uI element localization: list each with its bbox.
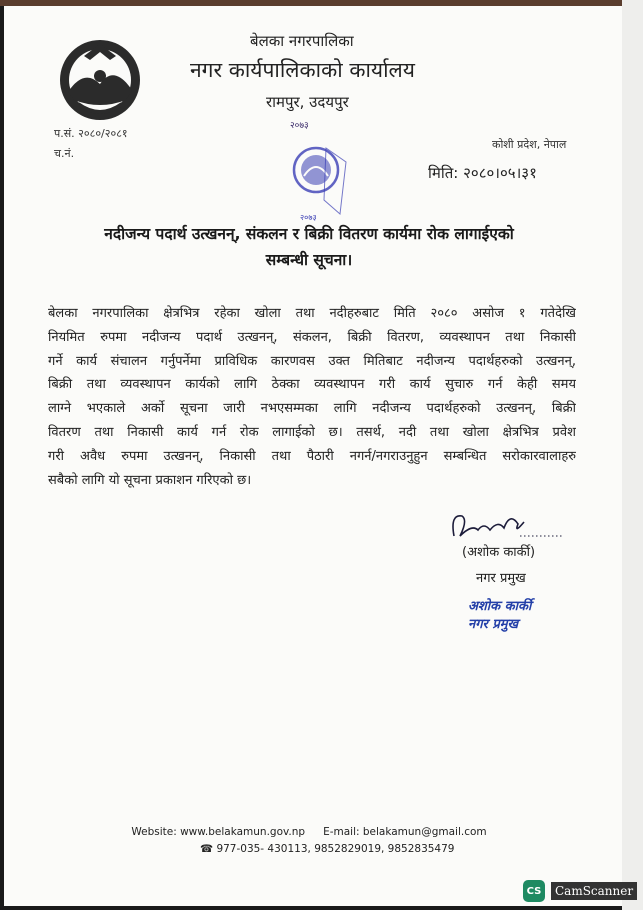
body-line: बेलका नगरपालिका क्षेत्रभित्र रहेका खोला तथा नदीहरुबाट मिति २०८० असोज १ गतेदेखि: [48, 306, 576, 321]
municipality-name: बेलका नगरपालिका: [250, 32, 354, 50]
reference-number: प.सं. २०८०/२०८१: [54, 127, 128, 140]
signatory-title: नगर प्रमुख: [476, 571, 526, 586]
footer-phone: [200, 843, 454, 855]
government-emblem-icon: [54, 34, 146, 126]
official-stamp: [276, 118, 366, 228]
camscanner-label: CamScanner: [551, 882, 637, 900]
signatory-name: (अशोक कार्की): [462, 545, 536, 560]
dispatch-number: च.नं.: [54, 147, 75, 160]
handwritten-signature: [448, 506, 568, 546]
office-name: नगर कार्यपालिकाको कार्यालय: [190, 58, 415, 82]
notice-title-line-1: नदीजन्य पदार्थ उत्खनन्, संकलन र बिक्री वितरण कार्यमा रोक लागाईएको: [104, 225, 514, 243]
province-name: कोशी प्रदेश, नेपाल: [492, 138, 567, 151]
right-edge: [622, 0, 643, 910]
stamp-top-number: २०७३: [290, 121, 309, 131]
body-line: नियमित रुपमा नदीजन्य पदार्थ उत्खनन्, संकलन, बिक्री वितरण, व्यवस्थापन तथा निकासी: [48, 329, 576, 345]
notice-title-line-2: सम्बन्धी सूचना।: [265, 251, 353, 269]
notice-body: [48, 302, 576, 492]
body-line: बिक्री तथा व्यवस्थापन कार्यको लागि ठेक्का व्यवस्थापन गरी कार्य सुचारु गर्न केही समय: [48, 377, 576, 393]
stamp-bottom-number: २०७३: [300, 213, 317, 222]
seal-name: अशोक कार्की: [468, 599, 532, 614]
phone-numbers: 977-035- 430113, 9852829019, 9852835479: [216, 843, 455, 855]
document-date: मिति: २०८०।०५।३१: [428, 164, 537, 182]
body-line: गर्ने कार्य संचालन गर्नुपर्नेमा प्राविधिक कारणवस उक्त मितिबाट नदीजन्य पदार्थहरुको उत्खनन्,: [48, 353, 576, 369]
office-address: रामपुर, उदयपुर: [266, 93, 349, 111]
camscanner-watermark: [523, 880, 637, 902]
footer-email: E-mail: belakamun@gmail.com: [323, 826, 487, 838]
body-line: सबैको लागि यो सूचना प्रकाशन गरिएको छ।: [48, 472, 252, 488]
footer-website: Website: www.belakamun.gov.np: [131, 826, 306, 838]
phone-icon: ☎: [200, 843, 214, 855]
camscanner-logo-icon: CS: [523, 880, 545, 902]
body-line: गरी अवैध रुपमा उत्खनन्, निकासी तथा पैठारी नगर्न/नगराउनुहुन सम्बन्धित सरोकारवालाहरु: [48, 448, 576, 464]
footer-contact: [0, 826, 618, 838]
body-line: लाग्ने भएकाले अर्को सूचना जारी नभएसम्मका लागि नदीजन्य पदार्थहरुको उत्खनन्, बिक्री: [48, 401, 576, 417]
seal-title: नगर प्रमुख: [468, 617, 519, 632]
body-line: वितरण तथा निकासी कार्य गर्न रोक लागाईको छ। तसर्थ, नदी तथा खोला क्षेत्रभित्र प्रवेश: [48, 424, 576, 440]
